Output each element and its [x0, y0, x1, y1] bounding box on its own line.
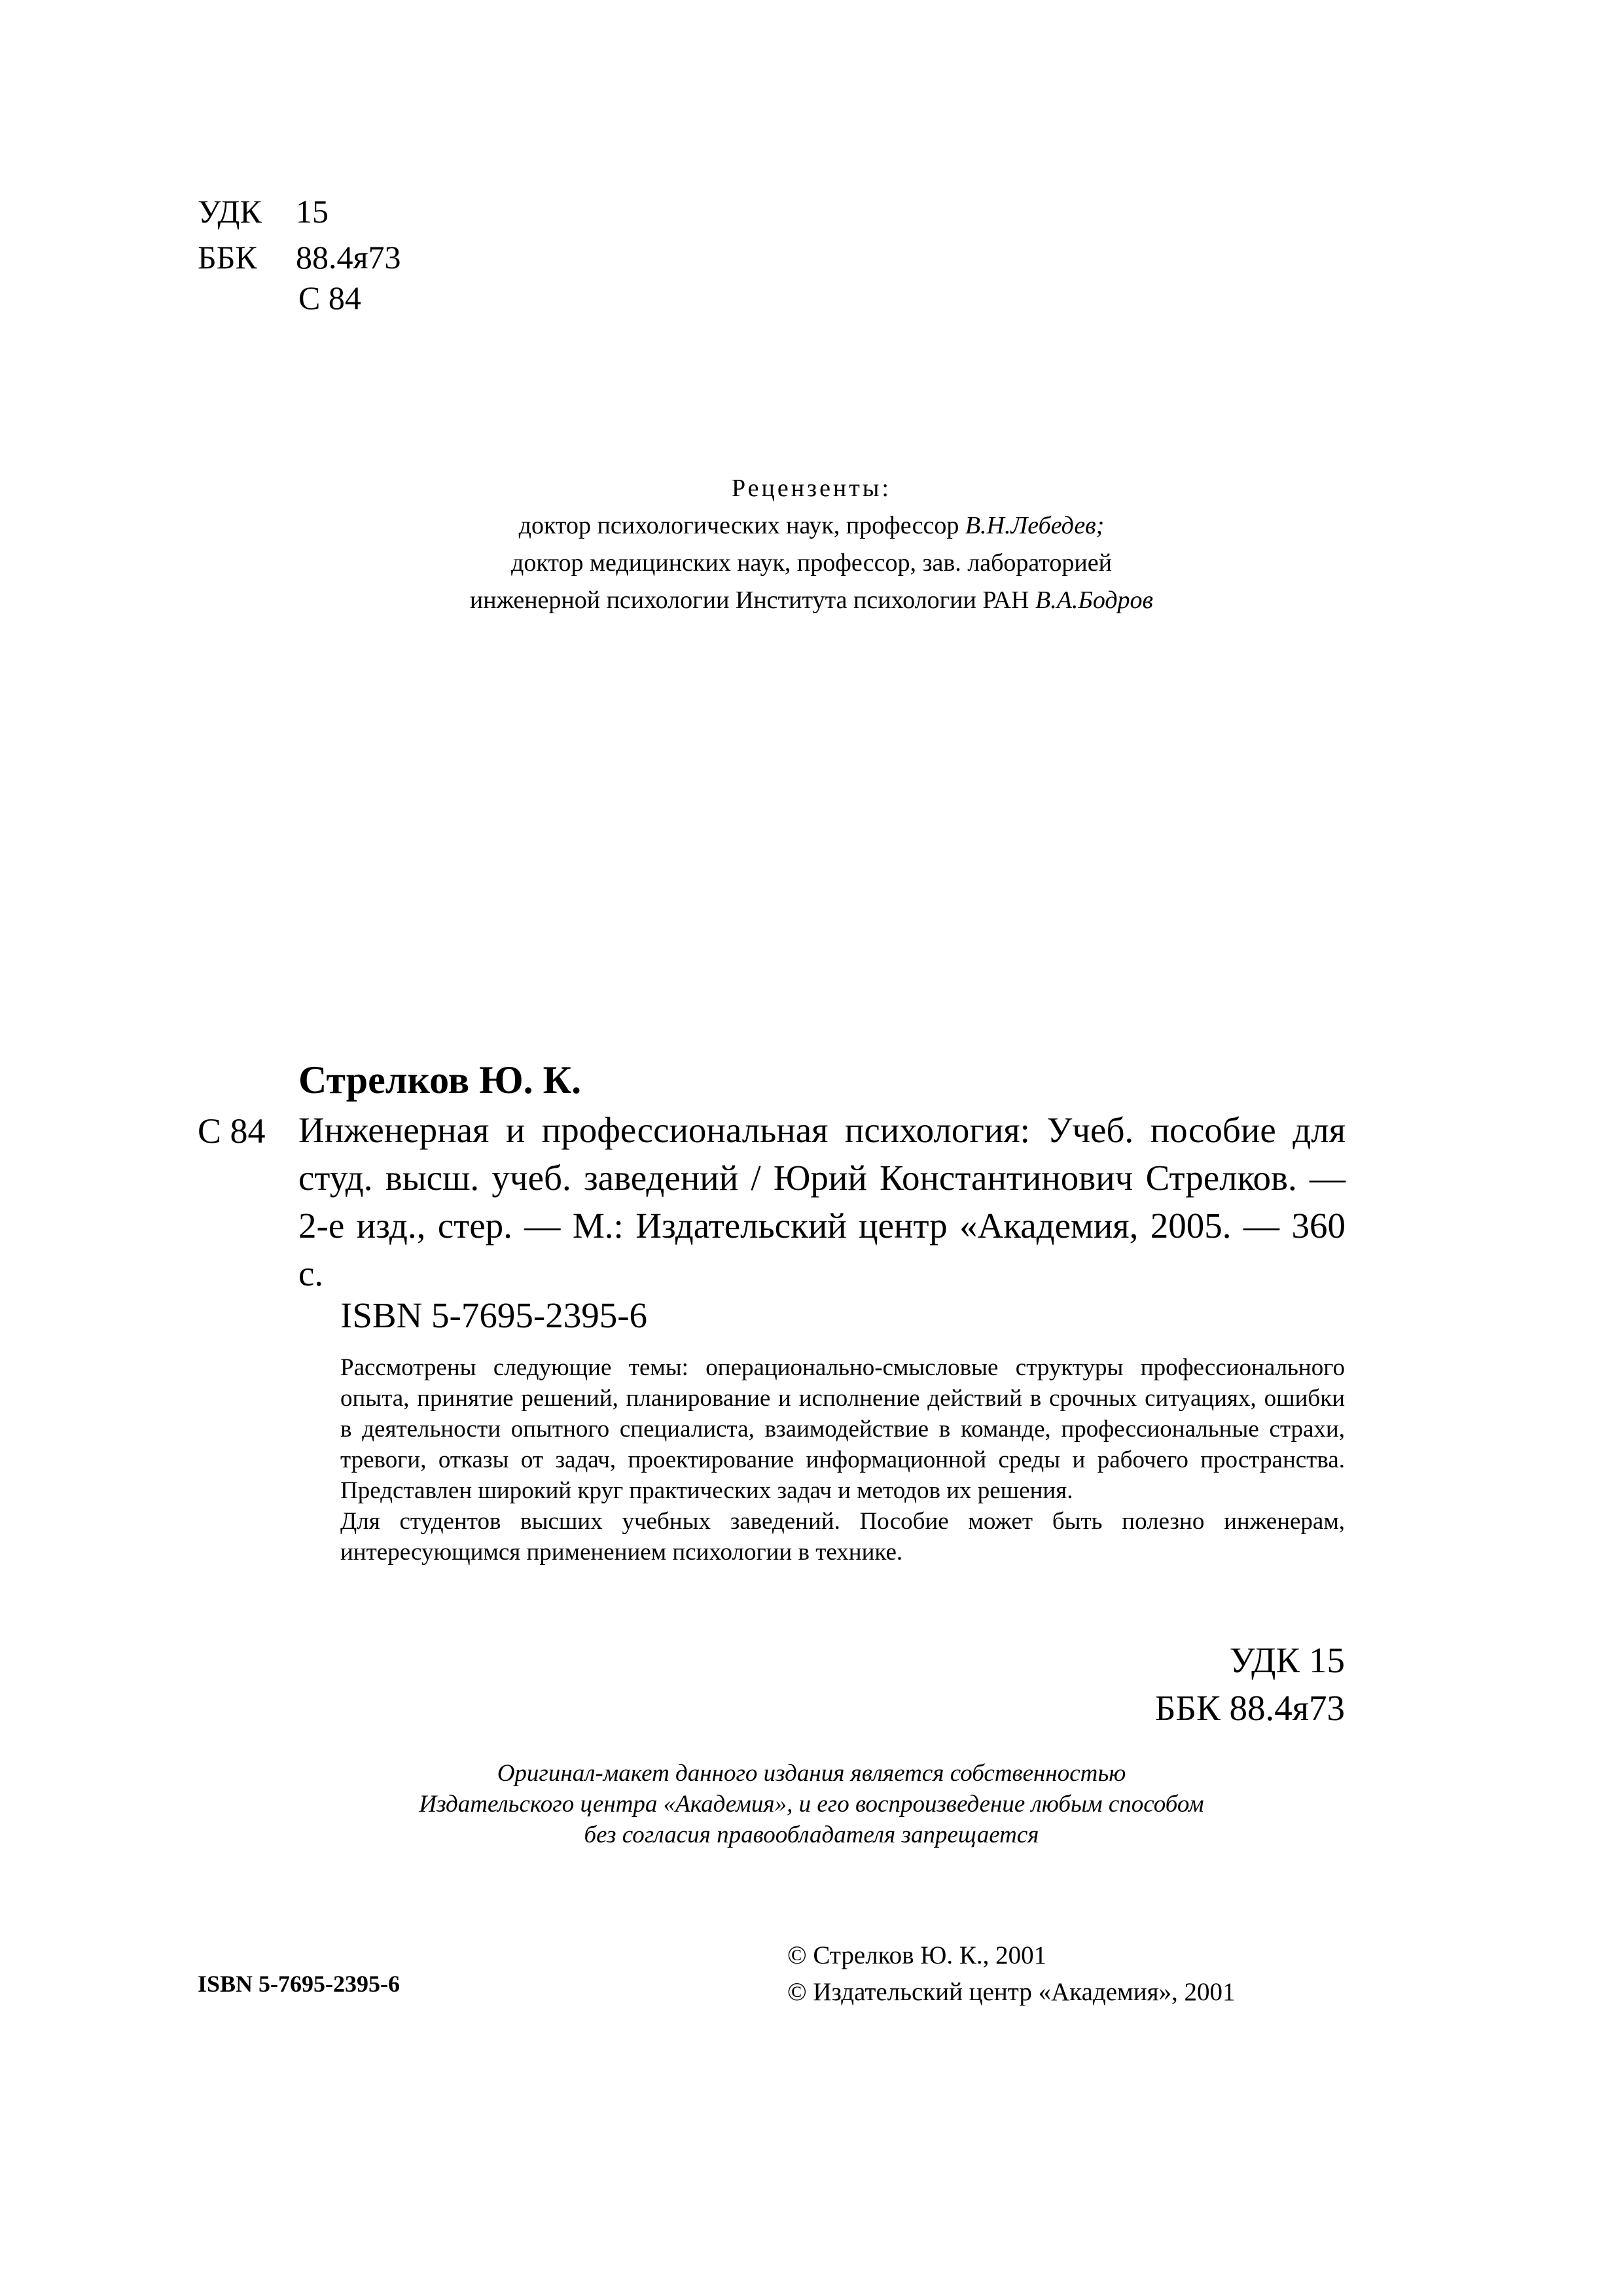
bbk-value: 88.4я73 [296, 239, 401, 276]
reviewer-2-name: В.А.Бодров [1035, 586, 1154, 614]
author-heading: Стрелков Ю. К. [298, 1058, 582, 1102]
reviewer-line-1 [262, 507, 1361, 545]
reviewer-1-credentials: доктор психологических наук, профессор [518, 512, 965, 539]
reviewer-2-affiliation: инженерной психологии Института психологии РАН [469, 586, 1035, 614]
abstract-paragraph-2: Для студентов высших учебных заведений. Пособие может быть полезно инженерам, интересующимся применением психологии в технике. [340, 1508, 1345, 1566]
bbk-label: ББК [198, 239, 257, 276]
reviewer-1-name: В.Н.Лебедев; [965, 512, 1105, 539]
bibliographic-description: Инженерная и профессиональная психология: Учеб. пособие для студ. высш. учеб. заведений / Юрий Константинович Стрелков. — 2-е изд., стер. — М.: Издательский центр «Академия, 2005. — 360 с. [298, 1110, 1346, 1293]
reviewer-line-2: доктор медицинских наук, профессор, зав. лабораторией [511, 549, 1112, 577]
isbn-footer: ISBN 5-7695-2395-6 [198, 1971, 401, 1997]
copyright-publisher: © Издательский центр «Академия», 2001 [787, 1978, 1236, 2006]
reviewers-block [262, 470, 1361, 619]
abstract-paragraph-1: Рассмотрены следующие темы: операционально-смысловые структуры профессионального опыта, принятие решений, планирование и исполнение действий в срочных ситуациях, ошибки в деятельности опытного специалиста, взаимодействие в команде, профессиональные страхи, тревоги, отказы от задач, проектирование информационной среды и рабочего пространства. Представлен широкий круг практических задач и методов их решения. [340, 1354, 1345, 1504]
copyright-author: © Стрелков Ю. К., 2001 [787, 1941, 1047, 1969]
udk-bottom: УДК 15 [1229, 1640, 1345, 1680]
rights-line-2: Издательского центра «Академия», и его воспроизведение любым способом [419, 1791, 1204, 1818]
copyright-block [787, 1937, 1236, 2011]
reviewer-line-3 [262, 582, 1361, 619]
reviewers-title: Рецензенты: [732, 475, 891, 502]
classification-codes-bottom [1155, 1636, 1345, 1732]
rights-notice [262, 1758, 1361, 1850]
udk-label: УДК [198, 193, 262, 230]
author-mark-top: С 84 [298, 279, 361, 316]
rights-line-3: без согласия правообладателя запрещается [584, 1821, 1039, 1848]
rights-line-1: Оригинал-макет данного издания является собственностью [497, 1760, 1126, 1787]
author-mark-entry: С 84 [198, 1111, 266, 1151]
classification-codes-top [198, 188, 401, 280]
abstract-block [340, 1352, 1345, 1568]
udk-value: 15 [296, 193, 329, 230]
isbn-main: ISBN 5-7695-2395-6 [340, 1295, 648, 1335]
bbk-bottom: ББК 88.4я73 [1154, 1688, 1345, 1728]
